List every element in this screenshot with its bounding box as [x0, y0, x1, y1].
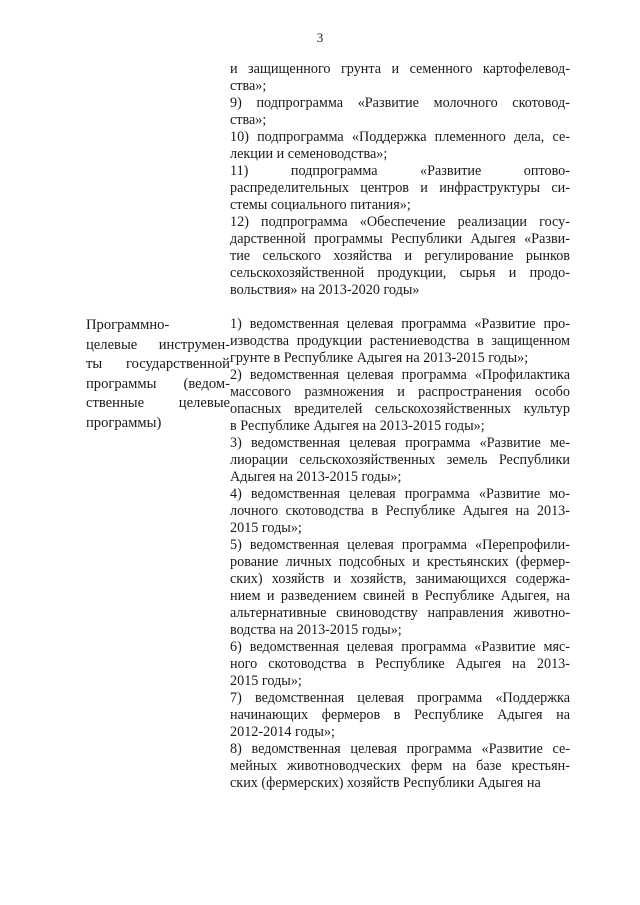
text-line: дарственной программы Республики Адыгея «Разви- [230, 231, 570, 247]
text-line: лекции и семеноводства»; [230, 146, 388, 162]
text-line: 9) подпрограмма «Развитие молочного скотовод- [230, 95, 570, 111]
text-line: ских) хозяйств и хозяйств, занимающихся содержа- [230, 571, 570, 587]
subprogram-item-3 [230, 129, 570, 163]
text-line: изводства продукции растениеводства в защищенном [230, 333, 570, 349]
text-line: стемы социального питания»; [230, 197, 411, 213]
text-line: в Республике Адыгея на 2013-2015 годы»; [230, 418, 485, 434]
page-number: 3 [316, 30, 324, 45]
program-item-3 [230, 435, 570, 486]
text-line: 2015 годы»; [230, 520, 302, 536]
section-label-line: программы) [86, 414, 162, 431]
text-line: ства»; [230, 112, 267, 128]
subprogram-item-2 [230, 95, 570, 129]
section-label-line: целевые инструмен- [86, 336, 230, 353]
program-item-2 [230, 367, 570, 435]
text-line: 6) ведомственная целевая программа «Развитие мяс- [230, 639, 570, 655]
text-line: 7) ведомственная целевая программа «Поддержка [230, 690, 570, 706]
text-line: ного скотоводства в Республике Адыгея на 2013- [230, 656, 570, 672]
section-label-line: Программно- [86, 317, 170, 333]
section-label-line: программы (ведом- [86, 375, 230, 392]
text-line: 4) ведомственная целевая программа «Развитие мо- [230, 486, 570, 502]
text-line: мейных животноводческих ферм на базе крестьян- [230, 758, 570, 774]
text-line: 10) подпрограмма «Поддержка племенного дела, се- [230, 129, 570, 145]
text-line: грунте в Республике Адыгея на 2013-2015 годы»; [230, 350, 529, 366]
text-line: 3) ведомственная целевая программа «Развитие ме- [230, 435, 570, 451]
text-line: опасных вредителей сельскохозяйственных культур [230, 401, 570, 417]
text-line: 2015 годы»; [230, 673, 302, 689]
text-line: и защищенного грунта и семенного картофелевод- [230, 61, 570, 77]
program-item-7 [230, 690, 570, 741]
section-label [86, 316, 230, 792]
text-line: массового размножения и распространения особо [230, 384, 570, 400]
section-label-line: ты государственной [86, 356, 230, 372]
text-line: вольствия» на 2013-2020 годы» [230, 282, 420, 298]
text-line: рование личных подсобных и крестьянских (фермер- [230, 554, 570, 570]
text-line: водства на 2013-2015 годы»; [230, 622, 402, 638]
program-instruments-row [86, 316, 570, 792]
text-line: лочного скотоводства в Республике Адыгея на 2013- [230, 503, 570, 519]
text-line: распределительных центров и инфраструктуры си- [230, 180, 570, 196]
program-item-4 [230, 486, 570, 537]
program-item-1 [230, 316, 570, 367]
text-line: 11) подпрограмма «Развитие оптово- [230, 163, 570, 179]
subprogram-item-1 [230, 61, 570, 95]
text-line: 1) ведомственная целевая программа «Развитие про- [230, 316, 570, 332]
text-line: 2) ведомственная целевая программа «Профилактика [230, 367, 570, 383]
text-line: 2012-2014 годы»; [230, 724, 335, 740]
departmental-programs-list [230, 316, 570, 792]
subprogram-item-5 [230, 214, 570, 299]
program-item-6 [230, 639, 570, 690]
text-line: лиорации сельскохозяйственных земель Республики [230, 452, 570, 468]
subprogram-item-4 [230, 163, 570, 214]
text-line: нием и разведением свиней в Республике Адыгея, на [230, 588, 570, 604]
program-item-8 [230, 741, 570, 792]
text-line: тие сельского хозяйства и регулирование рынков [230, 248, 570, 264]
text-line: Адыгея на 2013-2015 годы»; [230, 469, 402, 485]
text-line: 5) ведомственная целевая программа «Перепрофили- [230, 537, 570, 553]
text-line: ских (фермерских) хозяйств Республики Адыгея на [230, 775, 541, 791]
program-item-5 [230, 537, 570, 639]
section-label-line: ственные целевые [86, 395, 230, 411]
subprogram-list-continued [230, 61, 570, 299]
text-line: ства»; [230, 78, 267, 94]
text-line: начинающих фермеров в Республике Адыгея на [230, 707, 570, 723]
text-line: 12) подпрограмма «Обеспечение реализации госу- [230, 214, 570, 230]
text-line: альтернативные свиноводству направления животно- [230, 605, 570, 621]
text-line: сельскохозяйственной продукции, сырья и продо- [230, 265, 570, 281]
text-line: 8) ведомственная целевая программа «Развитие се- [230, 741, 570, 757]
